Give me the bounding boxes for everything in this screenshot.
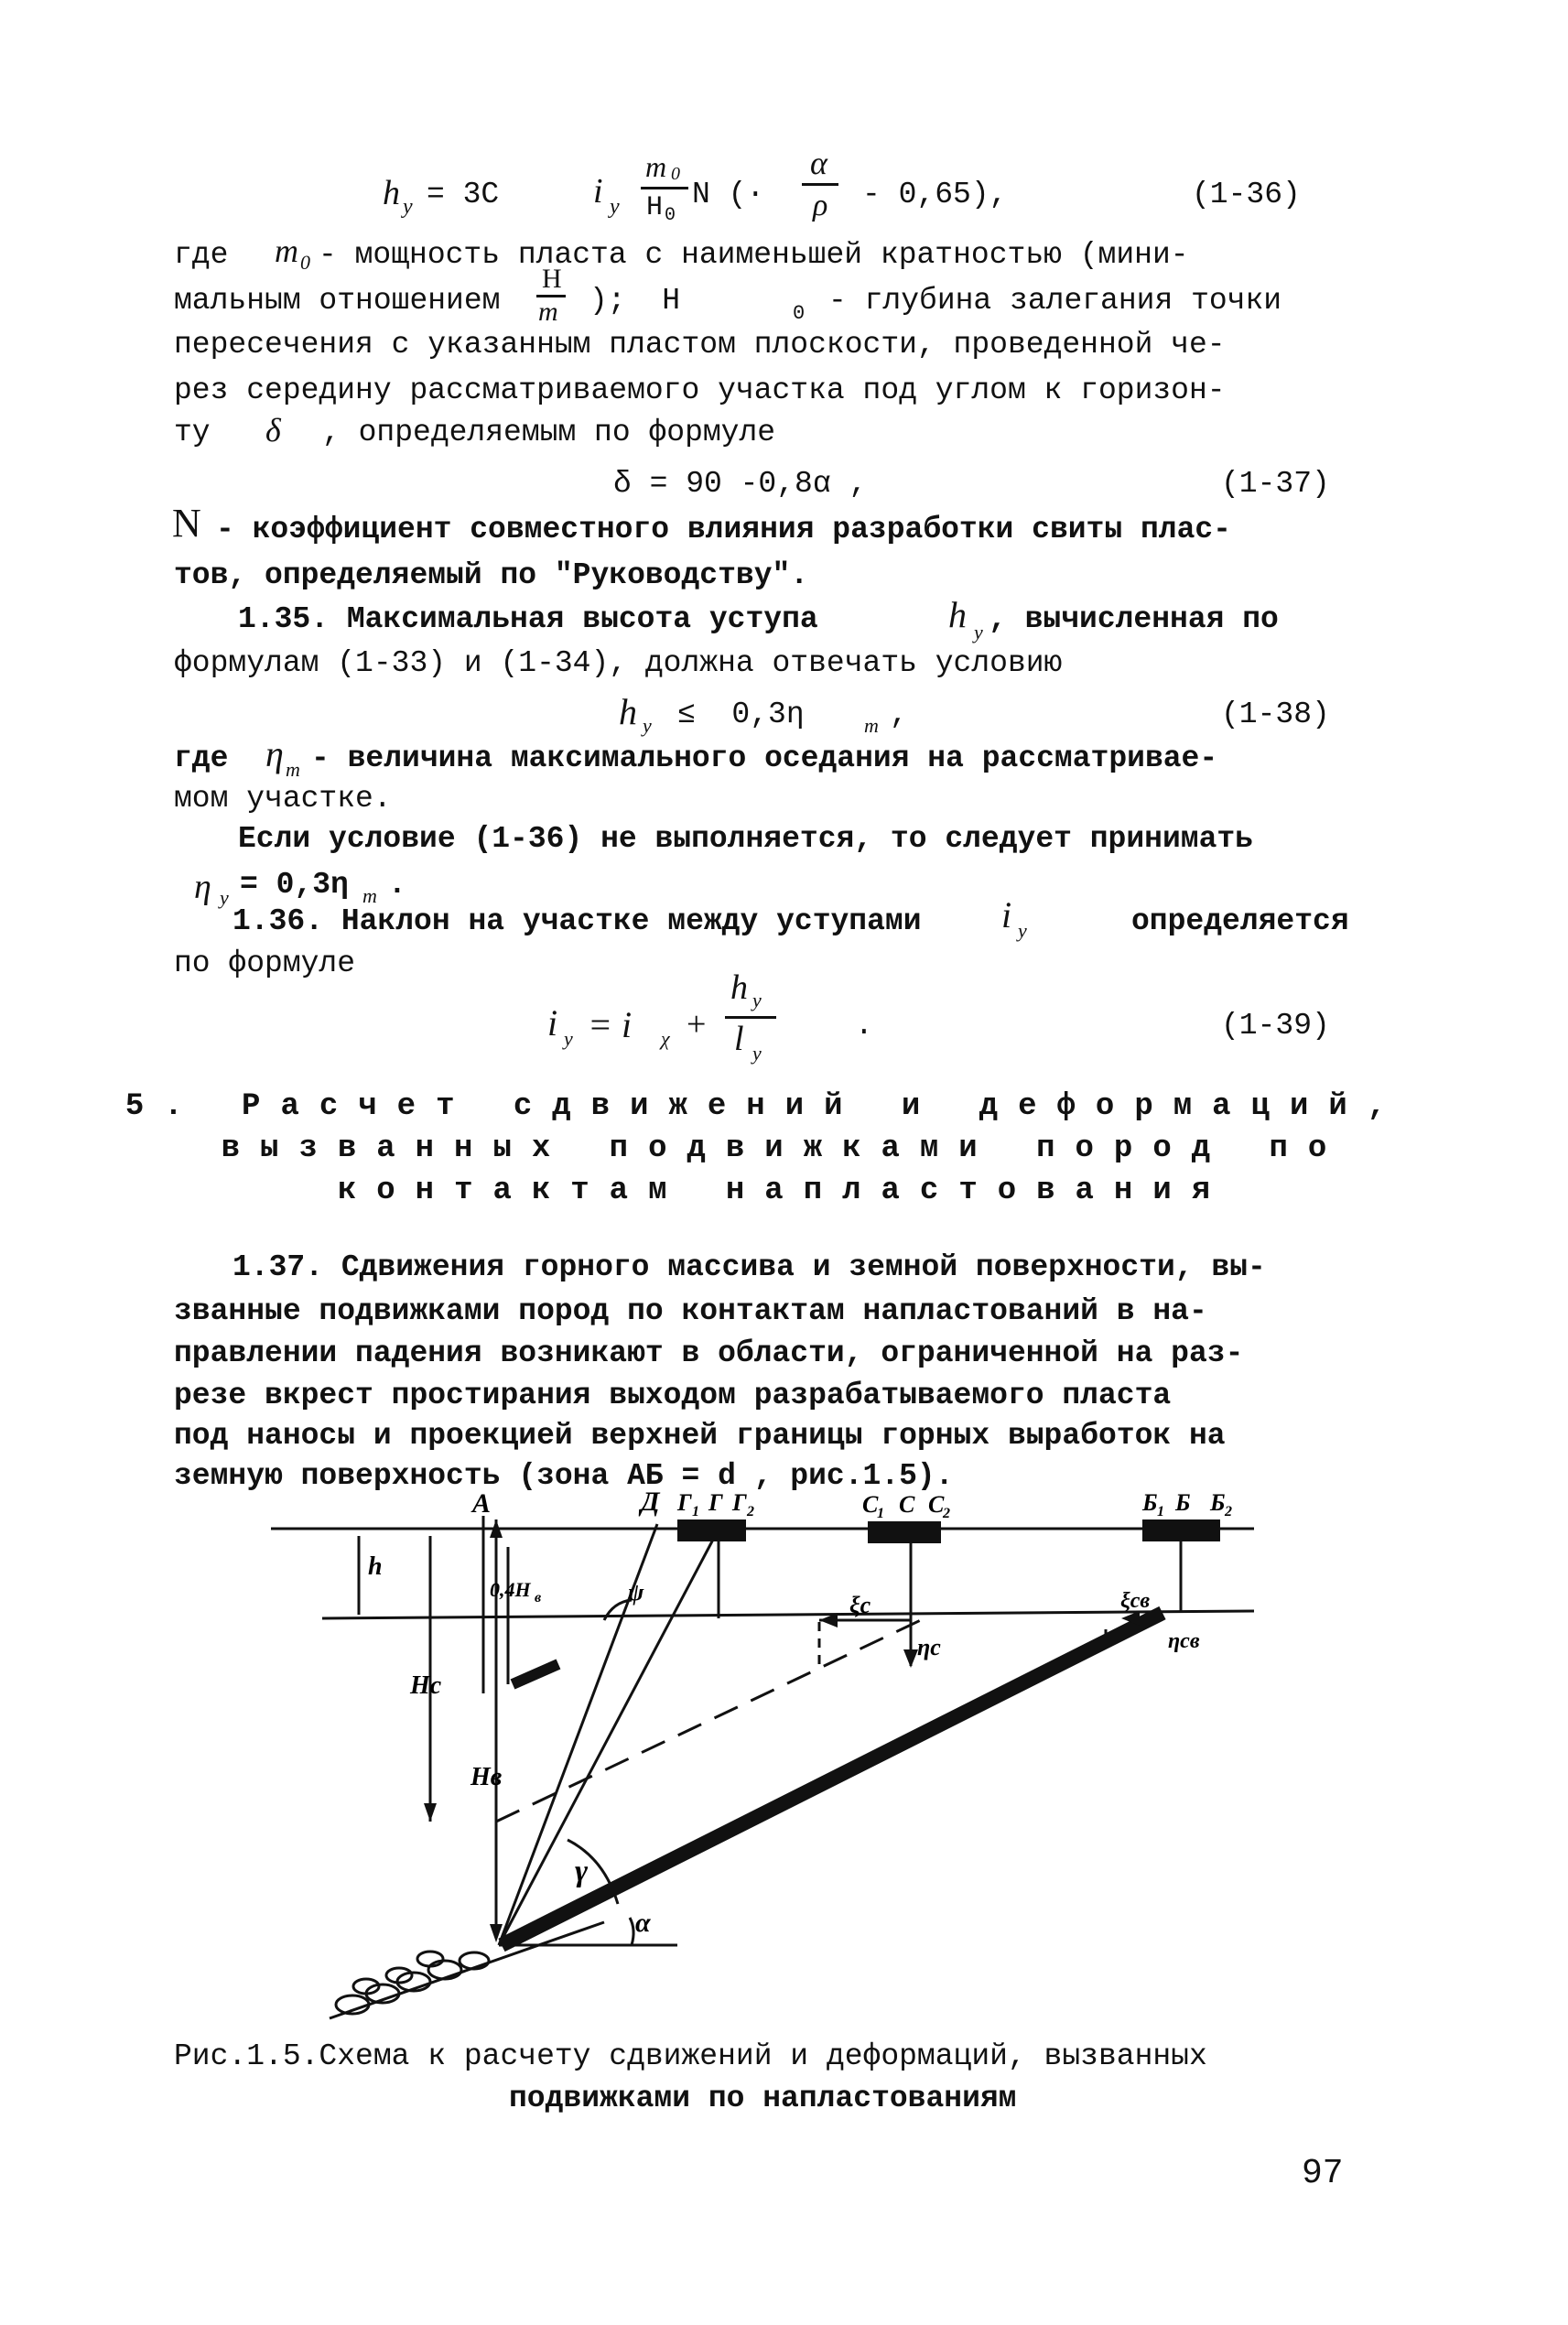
formula-rho: ρ [813, 189, 828, 222]
figure-caption-line-1: Рис.1.5.Схема к расчету сдвижений и деформаций, вызванных [174, 2039, 1207, 2073]
formula-1-39-den-sub: y [752, 1042, 762, 1065]
label-eta-c: ηc [917, 1634, 941, 1660]
text-line-1: - мощность пласта с наименьшей кратностью (мини- [319, 238, 1189, 272]
para-1-37-line-4: резе вкрест простирания выходом разрабатываемого пласта [174, 1379, 1172, 1412]
para-1-35-h: h [948, 594, 967, 635]
text-line-5a: ту [174, 416, 211, 449]
para-1-36-i-sub: y [1018, 919, 1027, 942]
formula-1-39-plus: + [687, 1005, 707, 1044]
para-1-36-line-2: по формуле [174, 946, 356, 980]
text-3-eta: η [265, 733, 284, 774]
formula-eq-3c: = 3C [427, 178, 500, 211]
label-04hv-sub: в [535, 1590, 542, 1606]
hc-arrowhead [424, 1803, 437, 1822]
label-hc: Hc [410, 1671, 442, 1700]
formula-1-39-den: l [734, 1020, 744, 1058]
block-g [677, 1519, 746, 1541]
section-heading-line-2: вызванных подвижками пород по [221, 1131, 1347, 1166]
section-heading-line-3: контактам напластования [337, 1173, 1231, 1208]
para-1-35-line-2: формулам (1-33) и (1-34), должна отвечать условию [174, 646, 1063, 680]
alpha-arc [630, 1918, 633, 1945]
para-1-35-line-1b: , вычисленная по [989, 602, 1279, 636]
text-3-line-1: - величина максимального оседания на рассматривае- [311, 741, 1218, 775]
label-xi-c: ξc [849, 1592, 871, 1618]
text-frac-m: m [538, 297, 558, 327]
slope-line [330, 1922, 604, 2018]
text-line-2a: мальным отношением [174, 284, 501, 318]
label-xi-sv: ξсв [1120, 1589, 1151, 1613]
para-1-35-line-1a: 1.35. Максимальная высота уступа [238, 602, 818, 636]
label-g2-sub: 2 [747, 1504, 754, 1519]
label-alpha: α [635, 1908, 651, 1938]
label-b1: Б [1142, 1489, 1158, 1516]
text-3-eta-sub: m [286, 758, 300, 781]
text-where: где [174, 238, 229, 272]
formula-i-sub: y [610, 195, 620, 219]
label-c1-sub: 1 [877, 1506, 884, 1521]
formula-h: h [383, 174, 400, 212]
label-g1-sub: 1 [692, 1504, 699, 1519]
text-3-line-4: = 0,3η [240, 868, 349, 902]
text-m0-sub: 0 [300, 251, 310, 274]
label-d: Д [641, 1487, 660, 1517]
block-c [868, 1521, 941, 1543]
section-heading-line-1: 5. Расчет сдвижений и деформаций, [124, 1089, 1407, 1124]
text-3-line-4-sub: m [362, 884, 377, 907]
formula-1-39-mid-sub: χ [661, 1027, 670, 1050]
text-3-line-4-dot: . [388, 868, 406, 902]
formula-1-39-i-sub: y [564, 1027, 573, 1050]
formula-1-39-number: (1-39) [1221, 1009, 1330, 1043]
label-g: Г [708, 1489, 723, 1516]
text-n-line-2: тов, определяемый по "Руководству". [174, 558, 809, 592]
text-line-4: рез середину рассматриваемого участка под углом к горизон- [174, 373, 1226, 407]
text-frac-h: H [542, 264, 562, 294]
formula-1-39-num: h [730, 968, 748, 1007]
label-b1-sub: 1 [1157, 1504, 1164, 1519]
label-c1: C [862, 1491, 879, 1518]
text-h0-sub: 0 [793, 302, 806, 325]
para-1-37-line-1: 1.37. Сдвижения горного массива и земной поверхности, вы- [232, 1250, 1266, 1284]
text-n-line-1: - коэффициент совместного влияния разработки свиты плас- [216, 513, 1231, 546]
text-3-line-2: мом участке. [174, 782, 392, 816]
block-b [1142, 1519, 1220, 1541]
para-1-36-line-1a: 1.36. Наклон на участке между уступами [232, 904, 922, 938]
rubble-stone [386, 1968, 412, 1983]
formula-h0-sub: 0 [665, 205, 676, 226]
boundary-line-gamma [499, 1538, 714, 1945]
label-c: C [899, 1491, 915, 1518]
formula-1-37-number: (1-37) [1221, 467, 1330, 501]
text-line-2b: ); H [589, 284, 681, 318]
label-a: A [472, 1488, 492, 1519]
text-line-2c: - глубина залегания точки [828, 284, 1282, 318]
small-seam-piece [513, 1664, 558, 1684]
text-line-5b: , определяемым по формуле [322, 416, 776, 449]
formula-number: (1-36) [1192, 178, 1301, 211]
label-h: h [368, 1552, 383, 1581]
eta-c-arrowhead [903, 1649, 918, 1668]
formula-n: N (· [692, 178, 765, 211]
formula-alpha: α [810, 145, 827, 181]
figure-caption-line-2: подвижками по напластованиям [509, 2082, 1017, 2115]
para-1-35-h-sub: y [974, 621, 983, 643]
text-n: N [172, 501, 201, 546]
formula-1-38-h: h [619, 691, 637, 732]
para-1-37-line-5: под наносы и проекцией верхней границы горных выработок на [174, 1419, 1226, 1453]
para-1-36-i: i [1001, 894, 1012, 935]
formula-m0-sub: 0 [671, 164, 680, 184]
label-eta-sv: ηсв [1168, 1629, 1200, 1653]
page-number: 97 [1302, 2154, 1344, 2193]
label-gamma: γ [575, 1855, 589, 1888]
formula-1-38-rest-sub: m [864, 714, 879, 737]
label-b2: Б [1210, 1489, 1226, 1516]
rubble-stone [428, 1961, 461, 1979]
formula-1-38-comma: , [890, 698, 908, 731]
formula-m0: m [645, 150, 667, 183]
text-3-where: где [174, 741, 229, 775]
formula-1-38-h-sub: y [643, 714, 652, 737]
formula-1-39-mid: = i [588, 1004, 633, 1045]
overburden-base-line [322, 1611, 1254, 1618]
formula-1-37: δ = 90 -0,8α , [613, 467, 868, 501]
label-b: Б [1175, 1489, 1191, 1516]
formula-1-39-num-sub: y [752, 989, 762, 1011]
label-g2: Г [732, 1489, 747, 1516]
label-c2-sub: 2 [943, 1506, 950, 1521]
para-1-37-line-3: правлении падения возникают в области, ограниченной на раз- [174, 1336, 1244, 1370]
formula-1-38-rest: ≤ 0,3η [677, 698, 805, 731]
formula-h0: H [646, 192, 664, 223]
text-line-3: пересечения с указанным пластом плоскости, проведенной че- [174, 328, 1226, 362]
label-c2: C [928, 1491, 945, 1518]
label-b2-sub: 2 [1225, 1504, 1232, 1519]
formula-h-sub: y [403, 195, 413, 219]
formula-1-39-dot: . [855, 1009, 873, 1043]
label-psi: ψ [628, 1579, 644, 1606]
text-3-eta-y: η [194, 868, 211, 906]
formula-1-39-i: i [547, 1002, 558, 1044]
formula-1-38-number: (1-38) [1221, 698, 1330, 731]
label-hv: Hв [470, 1763, 503, 1791]
text-3-eta-y-sub: y [220, 886, 229, 909]
shifted-seam-dashed [496, 1618, 925, 1822]
para-1-37-line-2: званные подвижками пород по контактам напластований в на- [174, 1294, 1207, 1328]
text-delta: δ [265, 412, 281, 449]
text-3-line-3: Если условие (1-36) не выполняется, то следует принимать [238, 822, 1253, 856]
label-04hv: 0,4H [490, 1578, 531, 1601]
text-m0: m [275, 232, 298, 269]
formula-tail: - 0,65), [862, 178, 1008, 211]
para-1-37-line-6: земную поверхность (зона АБ = d , рис.1.5). [174, 1459, 954, 1493]
formula-i: i [593, 172, 603, 211]
para-1-36-line-1b: определяется [1131, 904, 1349, 938]
label-g1: Г [677, 1489, 692, 1516]
